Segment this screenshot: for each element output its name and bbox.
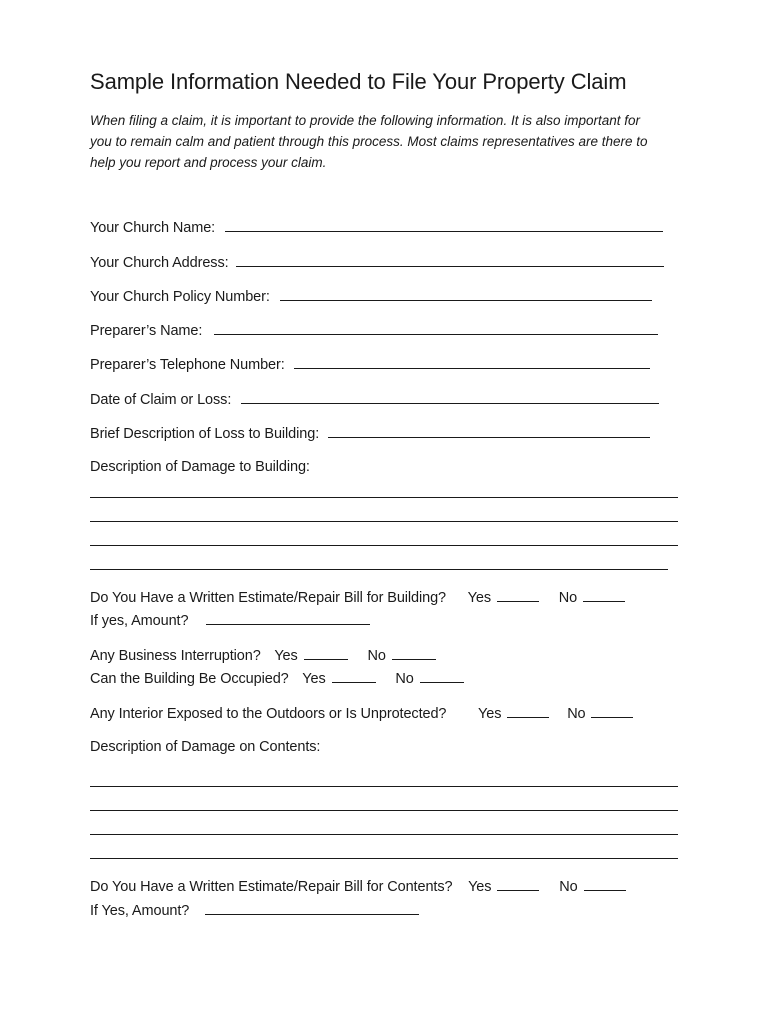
- policy-number-label: Your Church Policy Number:: [90, 289, 270, 305]
- date-of-loss-label: Date of Claim or Loss:: [90, 392, 232, 408]
- preparer-phone-blank[interactable]: [294, 354, 650, 369]
- building-occupied-label: Can the Building Be Occupied?: [90, 671, 289, 687]
- damage-contents-blank-2[interactable]: [90, 809, 678, 811]
- building-occupied-no-label: No: [395, 671, 414, 687]
- intro-line-1: When filing a claim, it is important to provide the following information. It is also important for: [90, 113, 640, 128]
- damage-building-blank-2[interactable]: [90, 520, 678, 522]
- church-name-blank[interactable]: [225, 217, 663, 232]
- damage-contents-blank-3[interactable]: [90, 833, 678, 835]
- building-estimate-no-blank[interactable]: [583, 587, 625, 602]
- field-policy-number: [90, 286, 652, 307]
- contents-amount-row: [90, 900, 419, 921]
- intro-line-3: help you report and process your claim.: [90, 155, 327, 170]
- page-title: Sample Information Needed to File Your Property Claim: [90, 69, 627, 94]
- church-name-label: Your Church Name:: [90, 220, 216, 236]
- business-interruption-row: [90, 645, 436, 666]
- church-address-blank[interactable]: [236, 252, 664, 267]
- business-interruption-no-blank[interactable]: [392, 645, 436, 660]
- field-brief-description: [90, 423, 650, 444]
- preparer-name-blank[interactable]: [214, 320, 658, 335]
- business-interruption-no-label: No: [367, 648, 386, 664]
- building-occupied-yes-label: Yes: [302, 671, 326, 687]
- preparer-phone-label: Preparer’s Telephone Number:: [90, 357, 285, 373]
- building-estimate-no-label: No: [558, 590, 578, 606]
- interior-exposed-yes-label: Yes: [478, 706, 502, 722]
- business-interruption-yes-blank[interactable]: [304, 645, 348, 660]
- damage-building-blank-4[interactable]: [90, 568, 668, 570]
- interior-exposed-question: Any Interior Exposed to the Outdoors or Is Unprotected?: [90, 706, 447, 722]
- building-amount-row: [90, 610, 370, 631]
- business-interruption-yes-label: Yes: [274, 648, 298, 664]
- field-date-of-loss: [90, 389, 659, 410]
- contents-estimate-yes-label: Yes: [468, 879, 492, 895]
- intro-paragraph: [90, 110, 690, 173]
- interior-exposed-no-blank[interactable]: [591, 703, 633, 718]
- intro-line-2: you to remain calm and patient through this process. Most claims representatives are there to: [90, 134, 648, 149]
- preparer-name-label: Preparer’s Name:: [90, 323, 203, 339]
- building-amount-label: If yes, Amount?: [90, 613, 189, 629]
- damage-building-blank-3[interactable]: [90, 544, 678, 546]
- business-interruption-label: Any Business Interruption?: [90, 648, 261, 664]
- field-preparer-phone: [90, 354, 650, 375]
- building-occupied-row: [90, 668, 464, 689]
- brief-description-label: Brief Description of Loss to Building:: [90, 426, 320, 442]
- field-church-name: [90, 217, 663, 238]
- building-estimate-row: [90, 587, 625, 608]
- interior-exposed-row: [90, 703, 633, 724]
- damage-building-blank-1[interactable]: [90, 496, 678, 498]
- damage-building-label: Description of Damage to Building:: [90, 459, 310, 475]
- building-estimate-question: Do You Have a Written Estimate/Repair Bill for Building?: [90, 590, 447, 606]
- damage-contents-blank-1[interactable]: [90, 785, 678, 787]
- damage-contents-label: Description of Damage on Contents:: [90, 739, 321, 755]
- contents-estimate-row: [90, 876, 626, 897]
- building-occupied-yes-blank[interactable]: [332, 668, 376, 683]
- church-address-label: Your Church Address:: [90, 255, 229, 271]
- interior-exposed-no-label: No: [567, 706, 586, 722]
- policy-number-blank[interactable]: [280, 286, 652, 301]
- damage-contents-blank-4[interactable]: [90, 857, 678, 859]
- contents-estimate-yes-blank[interactable]: [497, 876, 539, 891]
- date-of-loss-blank[interactable]: [241, 389, 659, 404]
- contents-estimate-no-label: No: [559, 879, 578, 895]
- field-church-address: [90, 252, 664, 273]
- contents-estimate-question: Do You Have a Written Estimate/Repair Bill for Contents?: [90, 879, 453, 895]
- building-estimate-yes-label: Yes: [467, 590, 491, 606]
- field-damage-contents: [90, 737, 320, 757]
- contents-estimate-no-blank[interactable]: [584, 876, 626, 891]
- brief-description-blank[interactable]: [328, 423, 650, 438]
- contents-amount-blank[interactable]: [205, 900, 419, 915]
- contents-amount-label: If Yes, Amount?: [90, 903, 190, 919]
- field-damage-building: [90, 457, 310, 477]
- building-estimate-yes-blank[interactable]: [497, 587, 539, 602]
- building-occupied-no-blank[interactable]: [420, 668, 464, 683]
- field-preparer-name: [90, 320, 658, 341]
- interior-exposed-yes-blank[interactable]: [507, 703, 549, 718]
- building-amount-blank[interactable]: [206, 610, 370, 625]
